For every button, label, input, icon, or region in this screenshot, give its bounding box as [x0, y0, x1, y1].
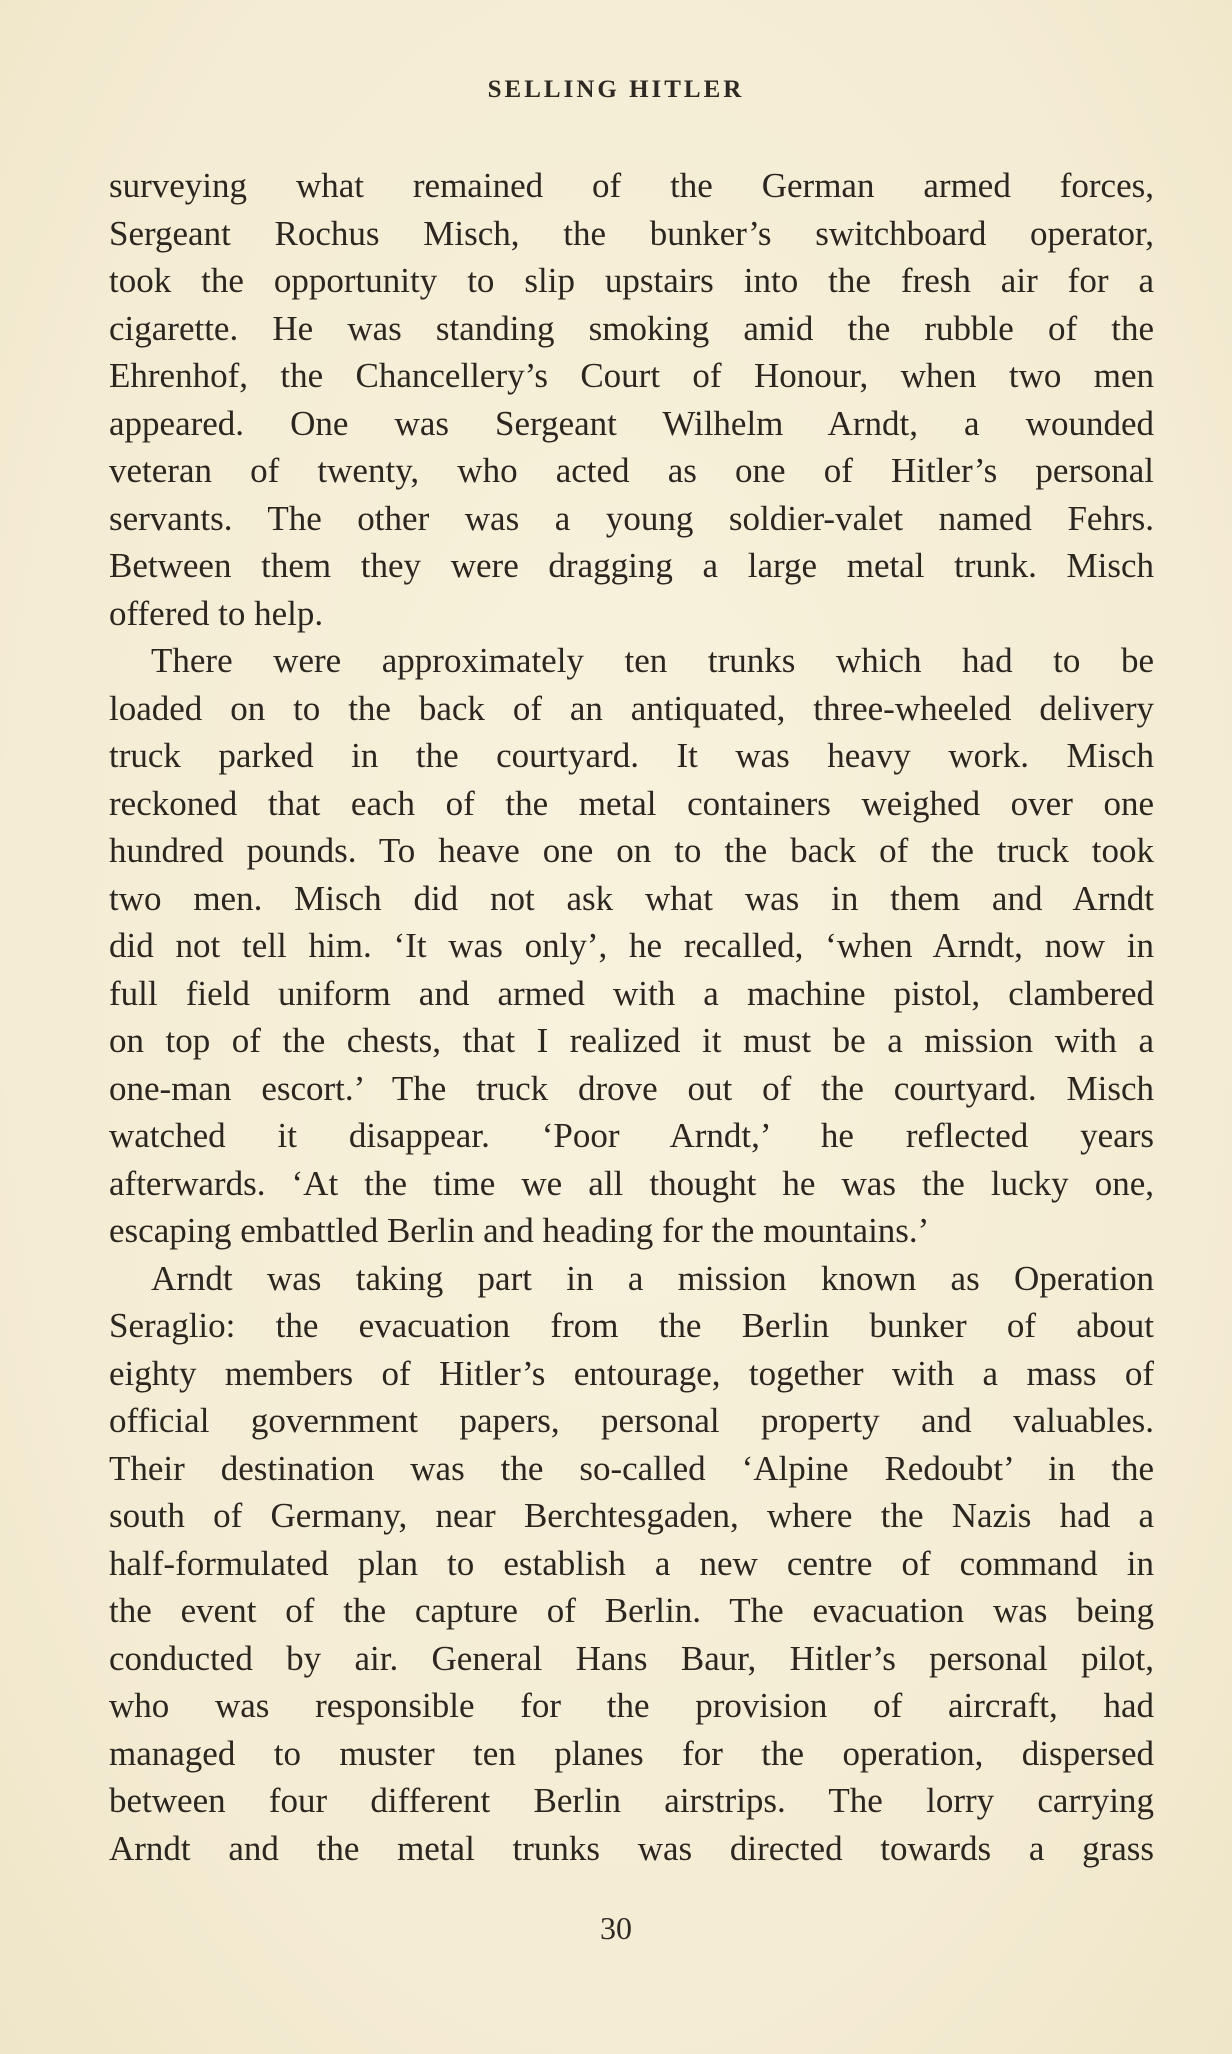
text-line: Arndt and the metal trunks was directed towards a grass — [109, 1828, 1154, 1868]
text-line: escaping embattled Berlin and heading for the mountains.’ — [109, 1211, 930, 1250]
page-number: 30 — [600, 1910, 632, 1946]
text-line: servants. The other was a young soldier-valet named Fehrs. — [109, 498, 1154, 538]
text-line: surveying what remained of the German armed forces, — [109, 166, 1154, 205]
text-line: took the opportunity to slip upstairs into the fresh air for a — [109, 261, 1154, 300]
text-line: truck parked in the courtyard. It was heavy work. Misch — [109, 736, 1154, 775]
text-line: full field uniform and armed with a machine pistol, clambered — [109, 973, 1154, 1013]
running-head: SELLING HITLER — [487, 76, 745, 103]
text-line: reckoned that each of the metal containers weighed over one — [109, 783, 1154, 823]
text-line: Between them they were dragging a large metal trunk. Misch — [109, 546, 1154, 585]
text-line: watched it disappear. ‘Poor Arndt,’ he reflected years — [109, 1116, 1154, 1155]
text-line: Ehrenhof, the Chancellery’s Court of Honour, when two men — [109, 356, 1154, 395]
text-line: Their destination was the so-called ‘Alpine Redoubt’ in the — [109, 1448, 1154, 1488]
text-line: on top of the chests, that I realized it must be a mission with a — [109, 1021, 1154, 1060]
text-line: conducted by air. General Hans Baur, Hitler’s personal pilot, — [109, 1638, 1154, 1678]
text-line: hundred pounds. To heave one on to the back of the truck took — [109, 831, 1154, 870]
text-line: cigarette. He was standing smoking amid the rubble of the — [109, 308, 1154, 348]
text-line: appeared. One was Sergeant Wilhelm Arndt, a wounded — [109, 403, 1154, 443]
text-line: loaded on to the back of an antiquated, three-wheeled delivery — [109, 688, 1154, 728]
text-line: half-formulated plan to establish a new centre of command in — [109, 1543, 1154, 1583]
text-line: eighty members of Hitler’s entourage, together with a mass of — [109, 1353, 1154, 1393]
text-line: the event of the capture of Berlin. The evacuation was being — [109, 1591, 1154, 1630]
text-line: did not tell him. ‘It was only’, he recalled, ‘when Arndt, now in — [109, 926, 1154, 965]
text-line: official government papers, personal property and valuables. — [109, 1401, 1154, 1440]
text-line: There were approximately ten trunks which had to be — [151, 641, 1154, 680]
text-line: one-man escort.’ The truck drove out of the courtyard. Misch — [109, 1068, 1154, 1108]
text-line: between four different Berlin airstrips. The lorry carrying — [109, 1781, 1154, 1820]
text-line: afterwards. ‘At the time we all thought he was the lucky one, — [109, 1163, 1154, 1203]
text-line: Arndt was taking part in a mission known as Operation — [151, 1258, 1154, 1298]
body-text — [109, 162, 1154, 1872]
text-line: veteran of twenty, who acted as one of Hitler’s personal — [109, 451, 1154, 490]
text-line: south of Germany, near Berchtesgaden, where the Nazis had a — [109, 1496, 1154, 1535]
text-line: managed to muster ten planes for the operation, dispersed — [109, 1733, 1154, 1773]
text-line: Sergeant Rochus Misch, the bunker’s switchboard operator, — [109, 213, 1154, 253]
text-line: who was responsible for the provision of aircraft, had — [109, 1686, 1154, 1725]
text-line: two men. Misch did not ask what was in them and Arndt — [109, 878, 1154, 918]
text-line: offered to help. — [109, 593, 324, 633]
text-line: Seraglio: the evacuation from the Berlin bunker of about — [109, 1306, 1154, 1345]
